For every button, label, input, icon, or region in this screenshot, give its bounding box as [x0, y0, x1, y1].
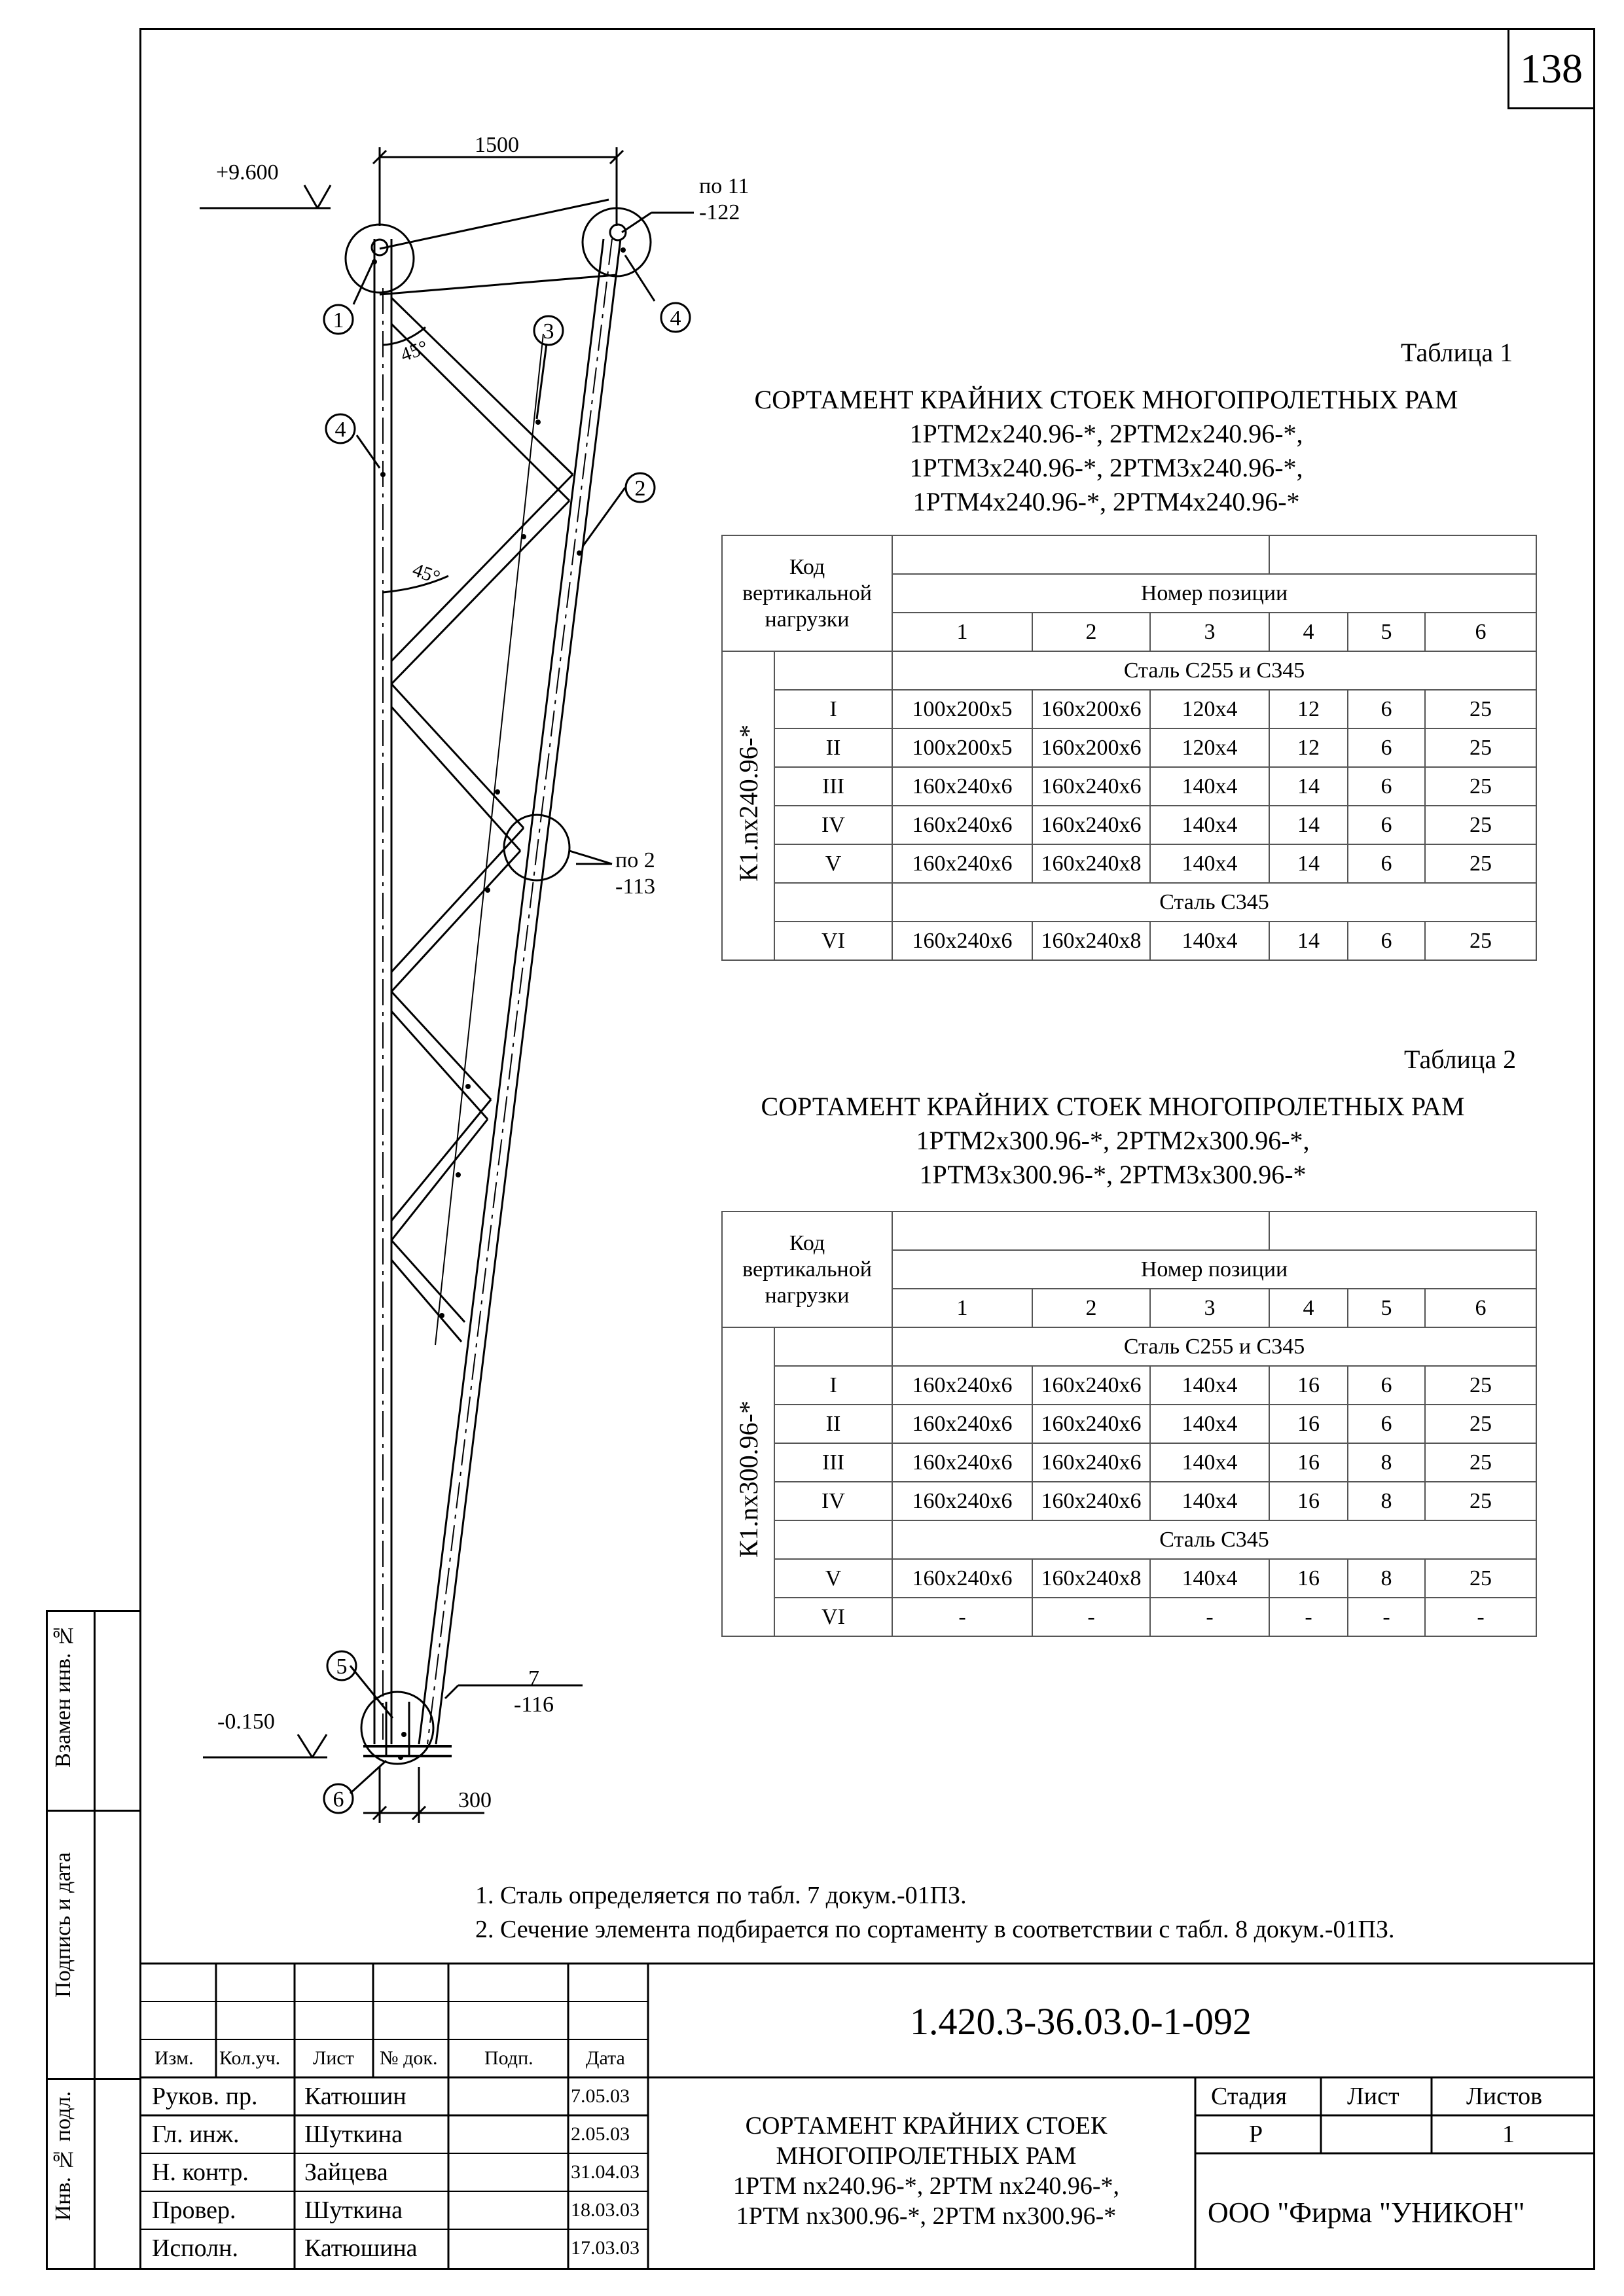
table-cell: 140х4 — [1150, 1559, 1269, 1598]
hdr-ndoc: № док. — [380, 2047, 438, 2069]
table-cell: 140х4 — [1150, 1443, 1269, 1482]
signer-role: Н. контр. — [152, 2159, 249, 2186]
table-cell: 140х4 — [1150, 844, 1269, 883]
table-cell: 6 — [1425, 613, 1536, 651]
table-cell: - — [892, 1598, 1032, 1636]
table-cell: 25 — [1425, 806, 1536, 844]
signer-name: Шуткина — [304, 2121, 403, 2148]
hdr-podp: Подп. — [484, 2047, 533, 2069]
svg-text:5: 5 — [336, 1655, 348, 1679]
callout-bottom: 7 -116 — [514, 1666, 554, 1717]
table-cell: 160х240х6 — [892, 767, 1032, 806]
table-cell: 160х240х8 — [1032, 922, 1150, 960]
table-cell: I — [774, 690, 892, 728]
table-cell: 160х200х6 — [1032, 690, 1150, 728]
table-cell: 25 — [1425, 1559, 1536, 1598]
dim-top: 1500 — [475, 133, 519, 157]
table2-title: СОРТАМЕНТ КРАЙНИХ СТОЕК МНОГОПРОЛЕТНЫХ РАМ 1РТМ2х300.96-*, 2РТМ2х300.96-*, 1РТМ3х300.96-*, 2РТМ3х300.96-* — [761, 1092, 1465, 1189]
table-cell: 12 — [1269, 728, 1348, 767]
table-cell: 160х240х6 — [1032, 1366, 1150, 1405]
table-cell: 3 — [1150, 1289, 1269, 1327]
table-cell: 6 — [1348, 922, 1425, 960]
table-cell: 3 — [1150, 613, 1269, 651]
table-cell: 6 — [1348, 806, 1425, 844]
signer-name: Катюшина — [304, 2234, 418, 2262]
table-cell: III — [774, 767, 892, 806]
table-cell: 25 — [1425, 1482, 1536, 1520]
header-positions: Номер позиции — [892, 1250, 1536, 1289]
table-cell: 160х240х6 — [892, 806, 1032, 844]
table-cell: 6 — [1425, 1289, 1536, 1327]
table-cell: 160х240х8 — [1032, 1559, 1150, 1598]
table-cell: VI — [774, 922, 892, 960]
table-cell: 8 — [1348, 1482, 1425, 1520]
table-cell: - — [1348, 1598, 1425, 1636]
header-code: Код вертикальной нагрузки — [722, 1211, 892, 1327]
table-cell: 140х4 — [1150, 922, 1269, 960]
table-cell: 160х240х6 — [1032, 806, 1150, 844]
page-number: 138 — [1507, 28, 1595, 109]
signer-role: Гл. инж. — [152, 2121, 240, 2148]
dim-bottom: 300 — [458, 1788, 492, 1812]
svg-text:1: 1 — [333, 308, 344, 332]
table-cell: 4 — [1269, 613, 1348, 651]
table-cell: - — [1150, 1598, 1269, 1636]
table-cell: 140х4 — [1150, 806, 1269, 844]
table-cell: 160х240х6 — [1032, 1405, 1150, 1443]
table-cell: 6 — [1348, 844, 1425, 883]
table-cell: VI — [774, 1598, 892, 1636]
table-cell: 160х240х6 — [892, 1482, 1032, 1520]
table-cell: I — [774, 1366, 892, 1405]
table-cell: 160х240х6 — [892, 844, 1032, 883]
signer-date: 17.03.03 — [571, 2237, 640, 2259]
signer-name: Зайцева — [304, 2159, 388, 2186]
table-cell: IV — [774, 806, 892, 844]
note-item: 2. Сечение элемента подбирается по сортаменту в соответствии с табл. 8 докум.-01ПЗ. — [475, 1916, 1395, 1943]
steel-grade: Сталь С255 и С345 — [892, 651, 1536, 690]
table-cell: II — [774, 728, 892, 767]
table-cell: 14 — [1269, 767, 1348, 806]
table-cell: II — [774, 1405, 892, 1443]
table-cell: 140х4 — [1150, 1482, 1269, 1520]
level-bottom: -0.150 — [217, 1710, 275, 1734]
hdr-list: Лист — [313, 2047, 354, 2069]
header-code: Код вертикальной нагрузки — [722, 535, 892, 651]
table-cell: 25 — [1425, 767, 1536, 806]
table-cell: 160х240х6 — [892, 1405, 1032, 1443]
table-cell: - — [1425, 1598, 1536, 1636]
stage-label: Стадия — [1211, 2083, 1287, 2110]
table-cell: IV — [774, 1482, 892, 1520]
level-top: +9.600 — [216, 160, 279, 185]
table-cell: 5 — [1348, 613, 1425, 651]
table-cell: 160х240х6 — [892, 1366, 1032, 1405]
doc-code: 1.420.3-36.03.0-1-092 — [910, 2000, 1252, 2043]
table-cell: V — [774, 844, 892, 883]
signer-role: Исполн. — [152, 2234, 238, 2262]
steel-grade: Сталь С345 — [892, 883, 1536, 922]
row-code: К1.nх300.96-* — [722, 1327, 774, 1636]
table-cell: 6 — [1348, 728, 1425, 767]
table-cell: 8 — [1348, 1559, 1425, 1598]
table-cell: 140х4 — [1150, 1366, 1269, 1405]
table-cell: 160х240х6 — [1032, 1482, 1150, 1520]
table-cell: 160х240х6 — [892, 922, 1032, 960]
hdr-kol: Кол.уч. — [219, 2047, 281, 2069]
table-cell: 16 — [1269, 1482, 1348, 1520]
table-cell: 6 — [1348, 1405, 1425, 1443]
table-cell: V — [774, 1559, 892, 1598]
table1-caption: Таблица 1 — [1401, 338, 1513, 367]
signer-role: Руков. пр. — [152, 2083, 258, 2110]
company-name: ООО "Фирма "УНИКОН" — [1208, 2197, 1525, 2229]
side-inv-orig: Инв. № подл. — [51, 2091, 75, 2221]
steel-grade: Сталь С345 — [892, 1520, 1536, 1559]
sheets-value: 1 — [1502, 2121, 1515, 2148]
table-cell: 25 — [1425, 1405, 1536, 1443]
angle-label-top: 45° — [397, 336, 431, 367]
sheets-label: Листов — [1466, 2083, 1543, 2110]
signer-name: Катюшин — [304, 2083, 406, 2110]
table-cell: 160х240х6 — [892, 1443, 1032, 1482]
table-cell: 160х240х8 — [1032, 844, 1150, 883]
signer-date: 7.05.03 — [571, 2085, 630, 2107]
table-cell: 6 — [1348, 767, 1425, 806]
table-cell: 16 — [1269, 1366, 1348, 1405]
table-cell: - — [1269, 1598, 1348, 1636]
table-cell: 5 — [1348, 1289, 1425, 1327]
table-cell: 14 — [1269, 806, 1348, 844]
svg-text:3: 3 — [543, 319, 554, 344]
signer-role: Провер. — [152, 2197, 236, 2224]
table-cell: 2 — [1032, 613, 1150, 651]
svg-text:6: 6 — [333, 1787, 344, 1812]
table-cell: 160х200х6 — [1032, 728, 1150, 767]
table-cell: 16 — [1269, 1559, 1348, 1598]
angle-label-mid: 45° — [409, 558, 443, 589]
table-cell: - — [1032, 1598, 1150, 1636]
table-cell: 25 — [1425, 728, 1536, 767]
table-cell: 1 — [892, 613, 1032, 651]
row-code: К1.nх240.96-* — [722, 651, 774, 960]
callout-top: по 11 -122 — [699, 174, 749, 224]
table-cell: 4 — [1269, 1289, 1348, 1327]
table-cell: 6 — [1348, 690, 1425, 728]
side-sign-date: Подпись и дата — [51, 1852, 75, 1998]
title-block-title: СОРТАМЕНТ КРАЙНИХ СТОЕК МНОГОПРОЛЕТНЫХ РАМ 1РТМ nх240.96-*, 2РТМ nх240.96-*, 1РТМ nх300.96-*, 2РТМ nх300.96-* — [732, 2112, 1119, 2230]
table-cell: 8 — [1348, 1443, 1425, 1482]
header-positions: Номер позиции — [892, 574, 1536, 613]
table-cell: 160х240х6 — [1032, 767, 1150, 806]
table-cell: 140х4 — [1150, 767, 1269, 806]
signer-name: Шуткина — [304, 2197, 403, 2224]
stage-value: Р — [1249, 2121, 1263, 2148]
table-cell: 2 — [1032, 1289, 1150, 1327]
table-cell: III — [774, 1443, 892, 1482]
callout-mid: по 2 -113 — [615, 848, 656, 899]
table-cell: 12 — [1269, 690, 1348, 728]
svg-text:4: 4 — [670, 306, 681, 331]
table2-caption: Таблица 2 — [1404, 1045, 1517, 1074]
table-cell: 25 — [1425, 690, 1536, 728]
signer-date: 2.05.03 — [571, 2123, 630, 2145]
table-cell: 16 — [1269, 1443, 1348, 1482]
table-cell: 100х200х5 — [892, 690, 1032, 728]
table-cell: 14 — [1269, 844, 1348, 883]
table-cell: 1 — [892, 1289, 1032, 1327]
signer-date: 18.03.03 — [571, 2199, 640, 2221]
table-cell: 25 — [1425, 922, 1536, 960]
table-cell: 120х4 — [1150, 690, 1269, 728]
table-cell: 140х4 — [1150, 1405, 1269, 1443]
hdr-izm: Изм. — [154, 2047, 194, 2069]
table-cell: 25 — [1425, 1443, 1536, 1482]
table-cell: 16 — [1269, 1405, 1348, 1443]
sheet-label: Лист — [1347, 2083, 1399, 2110]
table-cell: 160х240х6 — [892, 1559, 1032, 1598]
side-replace-inv: Взамен инв. № — [51, 1623, 75, 1768]
signer-date: 31.04.03 — [571, 2161, 640, 2183]
steel-grade: Сталь С255 и С345 — [892, 1327, 1536, 1366]
table-cell: 120х4 — [1150, 728, 1269, 767]
table-cell: 25 — [1425, 844, 1536, 883]
svg-text:2: 2 — [634, 476, 646, 501]
svg-text:4: 4 — [334, 418, 346, 442]
table-cell: 25 — [1425, 1366, 1536, 1405]
note-item: 1. Сталь определяется по табл. 7 докум.-01ПЗ. — [475, 1882, 967, 1909]
table-cell: 6 — [1348, 1366, 1425, 1405]
table-cell: 160х240х6 — [1032, 1443, 1150, 1482]
table-cell: 14 — [1269, 922, 1348, 960]
table-cell: 100х200х5 — [892, 728, 1032, 767]
hdr-data: Дата — [586, 2047, 625, 2069]
table1-title: СОРТАМЕНТ КРАЙНИХ СТОЕК МНОГОПРОЛЕТНЫХ РАМ 1РТМ2х240.96-*, 2РТМ2х240.96-*, 1РТМ3х240.96-*, 2РТМ3х240.96-*, 1РТМ4х240.96-*, 2РТМ4х240.96-* — [754, 385, 1458, 516]
